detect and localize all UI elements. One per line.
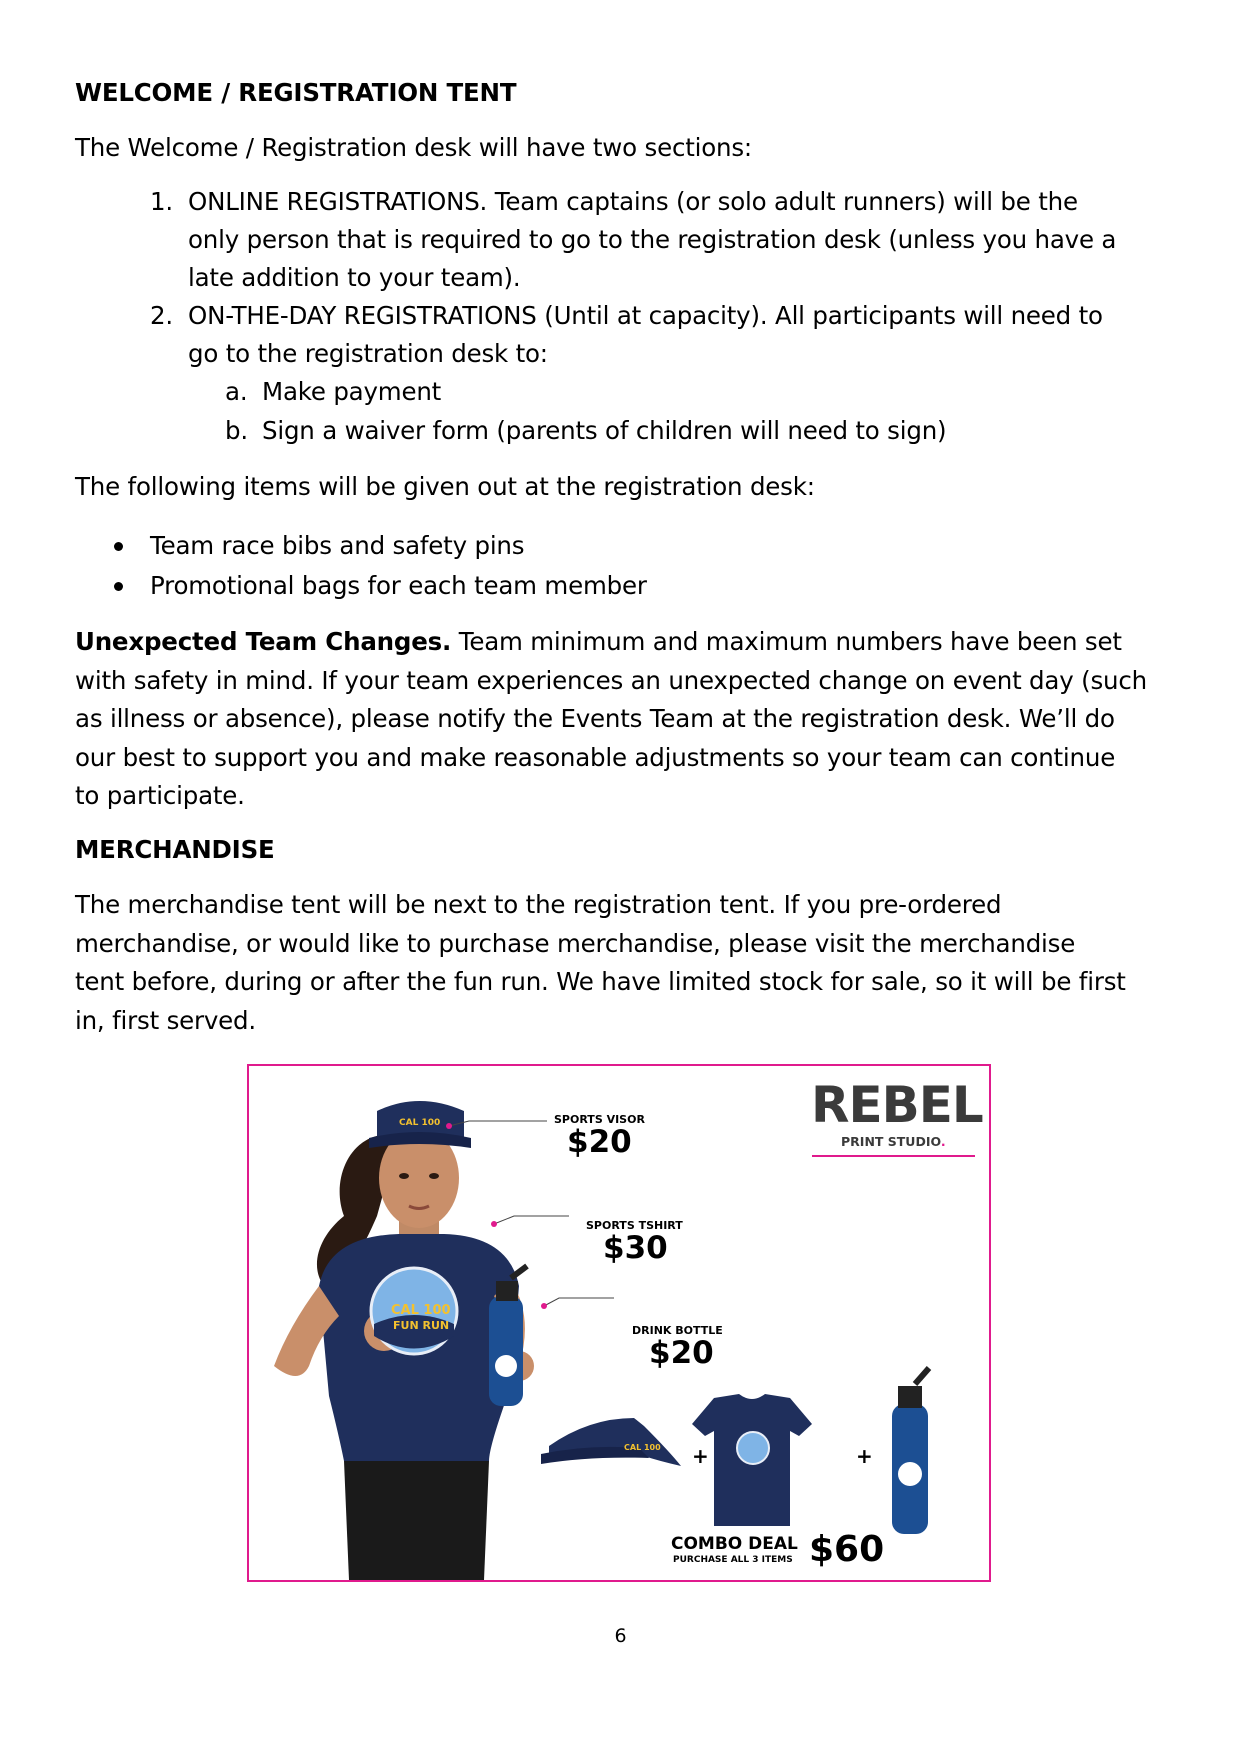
tshirt-label: SPORTS TSHIRT [586,1219,683,1232]
plus-sign: + [692,1444,709,1468]
visor-price: $20 [567,1124,632,1160]
plus-sign: + [856,1444,873,1468]
items-intro: The following items will be given out at the registration desk: [75,472,815,501]
changes-text: Team minimum and maximum numbers have been set [451,627,1122,656]
list-number: 2. [150,301,173,330]
welcome-intro: The Welcome / Registration desk will have two sections: [75,133,752,162]
tshirt-price: $30 [603,1230,668,1266]
bullet-icon [114,582,123,591]
combo-label: COMBO DEAL [671,1534,798,1554]
bottle-label: DRINK BOTTLE [632,1324,723,1337]
bottle-price: $20 [649,1335,714,1371]
merch-paragraph-line: in, first served. [75,1006,256,1035]
page-number: 6 [614,1625,627,1647]
combo-price: $60 [809,1529,885,1570]
list-item-line: go to the registration desk to: [188,339,548,368]
visor-label: SPORTS VISOR [554,1113,645,1126]
welcome-heading: WELCOME / REGISTRATION TENT [75,78,517,107]
list-item-line: ONLINE REGISTRATIONS. Team captains (or solo adult runners) will be the [188,187,1078,216]
bullet-item: Promotional bags for each team member [150,571,647,600]
sublist-letter: b. [225,416,248,445]
changes-paragraph-line: as illness or absence), please notify the Events Team at the registration desk. We’ll do [75,704,1115,733]
merch-paragraph-line: tent before, during or after the fun run. We have limited stock for sale, so it will be first [75,967,1126,996]
changes-paragraph-line [75,623,1122,662]
merchandise-promo-image [247,1064,991,1582]
sublist-letter: a. [225,377,248,406]
changes-paragraph-line: to participate. [75,781,245,810]
shirt-logo-text: CAL 100 [391,1303,451,1318]
visor-logo-text: CAL 100 [399,1118,441,1128]
merchandise-heading: MERCHANDISE [75,835,275,864]
changes-paragraph-line: with safety in mind. If your team experiences an unexpected change on event day (such [75,666,1147,695]
combo-visor-logo-text: CAL 100 [624,1443,661,1452]
list-item-line: ON-THE-DAY REGISTRATIONS (Until at capacity). All participants will need to [188,301,1103,330]
merch-paragraph-line: merchandise, or would like to purchase merchandise, please visit the merchandise [75,929,1076,958]
changes-paragraph-line: our best to support you and make reasonable adjustments so your team can continue [75,743,1116,772]
list-item-line: only person that is required to go to the registration desk (unless you have a [188,225,1117,254]
combo-sub-label: PURCHASE ALL 3 ITEMS [673,1555,793,1565]
list-item-line: late addition to your team). [188,263,521,292]
sublist-item: Sign a waiver form (parents of children will need to sign) [262,416,947,445]
sublist-item: Make payment [262,377,442,406]
list-number: 1. [150,187,173,216]
merch-paragraph-line: The merchandise tent will be next to the registration tent. If you pre-ordered [75,890,1002,919]
bullet-item: Team race bibs and safety pins [150,531,525,560]
changes-bold-lead: Unexpected Team Changes. [75,627,452,656]
rebel-logo-sub: PRINT STUDIO. [841,1134,946,1149]
bullet-icon [114,542,123,551]
shirt-logo-text: FUN RUN [393,1319,450,1332]
rebel-logo: REBEL [811,1076,983,1134]
